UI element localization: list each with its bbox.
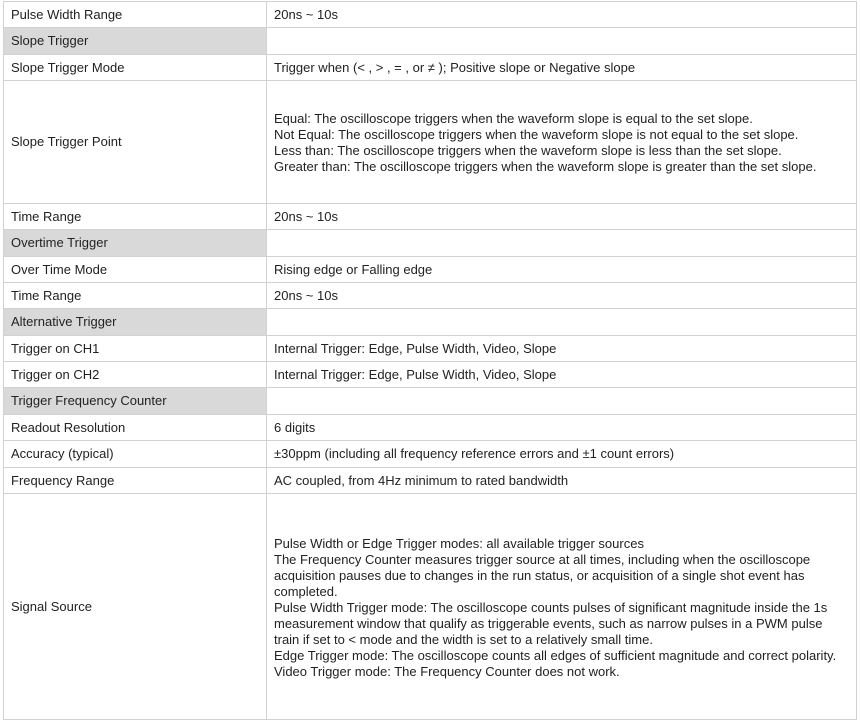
spec-row xyxy=(4,362,857,388)
spec-label: Trigger on CH2 xyxy=(4,362,267,388)
spec-value-line: The Frequency Counter measures trigger source at all times, including when the oscilloscope acquisition pauses due to changes in the run status, or acquisition of a single shot event has completed. xyxy=(274,551,811,599)
spec-value-line: Trigger when (< , > , = , or ≠ ); Positive slope or Negative slope xyxy=(274,59,636,75)
spec-label: Pulse Width Range xyxy=(4,2,267,28)
spec-row xyxy=(4,81,857,204)
spec-row xyxy=(4,468,857,494)
spec-label: Over Time Mode xyxy=(4,257,267,283)
spec-row xyxy=(4,55,857,81)
spec-row xyxy=(4,283,857,309)
spec-value-line: Less than: The oscilloscope triggers when the waveform slope is less than the set slope. xyxy=(274,143,782,158)
spec-value-line: AC coupled, from 4Hz minimum to rated bandwidth xyxy=(274,472,569,488)
spec-value xyxy=(267,257,857,283)
spec-label: Time Range xyxy=(4,204,267,230)
spec-value xyxy=(267,81,857,204)
spec-row xyxy=(4,2,857,28)
spec-value xyxy=(267,55,857,81)
spec-label: Slope Trigger Mode xyxy=(4,55,267,81)
spec-value xyxy=(267,441,857,468)
spec-row xyxy=(4,336,857,362)
spec-value xyxy=(267,336,857,362)
spec-table-body xyxy=(4,2,857,720)
spec-label: Readout Resolution xyxy=(4,415,267,441)
section-label: Alternative Trigger xyxy=(4,309,267,336)
spec-value-line: 6 digits xyxy=(274,419,316,435)
spec-label: Time Range xyxy=(4,283,267,309)
section-header-row xyxy=(4,309,857,336)
spec-value-line: Video Trigger mode: The Frequency Counter does not work. xyxy=(274,663,620,679)
spec-value-line: Pulse Width Trigger mode: The oscilloscope counts pulses of significant magnitude inside the 1s measurement window that qualify as triggerable events, such as narrow pulses in a PWM pulse train if set to < mode and the width is set to a relatively small time. xyxy=(274,599,828,647)
spec-value xyxy=(267,494,857,720)
spec-value-line: 20ns ~ 10s xyxy=(274,208,338,224)
spec-value xyxy=(267,468,857,494)
spec-value xyxy=(267,204,857,230)
spec-value-line: Pulse Width or Edge Trigger modes: all available trigger sources xyxy=(274,535,644,551)
spec-value-line: Internal Trigger: Edge, Pulse Width, Video, Slope xyxy=(274,340,557,356)
spec-row xyxy=(4,257,857,283)
spec-label: Slope Trigger Point xyxy=(4,81,267,204)
section-label: Slope Trigger xyxy=(4,28,267,55)
section-empty-cell xyxy=(267,230,857,257)
spec-row xyxy=(4,494,857,720)
spec-label: Accuracy (typical) xyxy=(4,441,267,468)
section-header-row xyxy=(4,388,857,415)
spec-value-line: 20ns ~ 10s xyxy=(274,6,338,22)
spec-value-line: Not Equal: The oscilloscope triggers when the waveform slope is not equal to the set slope. xyxy=(274,127,799,142)
section-header-row xyxy=(4,28,857,55)
section-header-row xyxy=(4,230,857,257)
spec-value-line: Edge Trigger mode: The oscilloscope counts all edges of sufficient magnitude and correct polarity. xyxy=(274,647,837,663)
spec-table xyxy=(3,1,857,720)
spec-value xyxy=(267,2,857,28)
section-label: Overtime Trigger xyxy=(4,230,267,257)
spec-value xyxy=(267,362,857,388)
spec-row xyxy=(4,441,857,468)
spec-value-line: Equal: The oscilloscope triggers when the waveform slope is equal to the set slope. xyxy=(274,111,753,126)
section-empty-cell xyxy=(267,388,857,415)
spec-value-line: ±30ppm (including all frequency reference errors and ±1 count errors) xyxy=(274,446,675,461)
spec-row xyxy=(4,415,857,441)
section-empty-cell xyxy=(267,28,857,55)
spec-value-line: Rising edge or Falling edge xyxy=(274,261,433,277)
spec-row xyxy=(4,204,857,230)
spec-value xyxy=(267,283,857,309)
spec-label: Signal Source xyxy=(4,494,267,720)
spec-value-line: Greater than: The oscilloscope triggers when the waveform slope is greater than the set slope. xyxy=(274,159,817,174)
spec-value-line: 20ns ~ 10s xyxy=(274,287,338,303)
spec-label: Trigger on CH1 xyxy=(4,336,267,362)
section-label: Trigger Frequency Counter xyxy=(4,388,267,415)
spec-label: Frequency Range xyxy=(4,468,267,494)
spec-value xyxy=(267,415,857,441)
section-empty-cell xyxy=(267,309,857,336)
spec-value-line: Internal Trigger: Edge, Pulse Width, Video, Slope xyxy=(274,366,557,382)
